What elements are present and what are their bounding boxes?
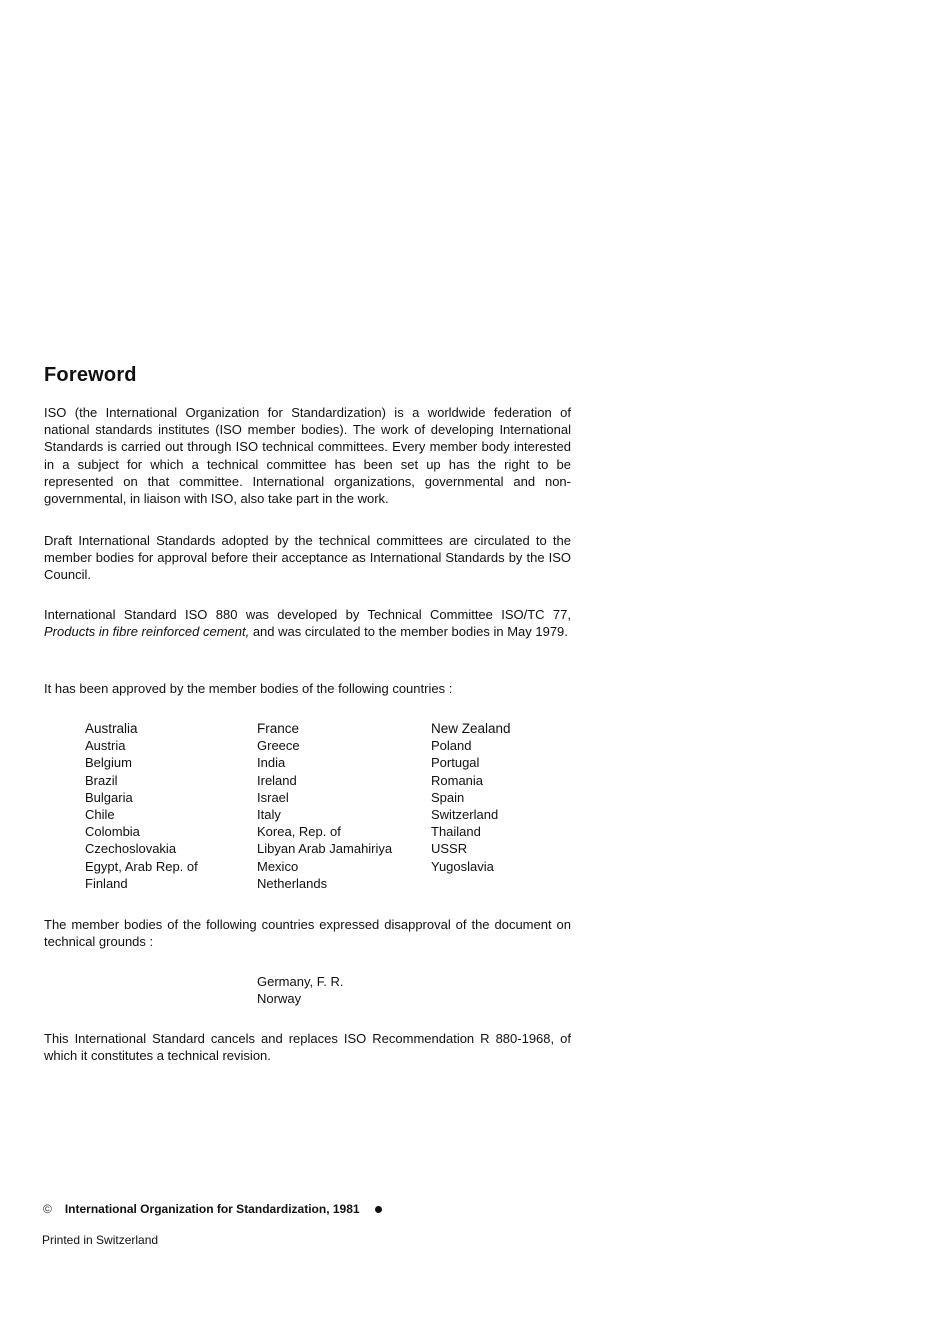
country-name: USSR	[431, 841, 468, 857]
replacement-statement: This International Standard cancels and replaces ISO Recommendation R 880-1968, of which it constitutes a technical revision.	[44, 1031, 571, 1064]
country-name: Italy	[257, 807, 281, 823]
countries-column-2	[257, 720, 431, 892]
country-name: Korea, Rep. of	[257, 824, 341, 840]
country-name: Chile	[85, 807, 115, 823]
country-name: Belgium	[85, 755, 132, 771]
copyright-text: International Organization for Standardization, 1981	[64, 1202, 360, 1216]
country-name: Germany, F. R.	[257, 974, 344, 989]
country-name: Thailand	[431, 824, 481, 840]
country-name: Greece	[257, 738, 300, 754]
copyright-icon: ©	[43, 1202, 52, 1216]
countries-column-3	[431, 720, 571, 892]
country-name: Australia	[85, 721, 138, 736]
country-name: Bulgaria	[85, 789, 133, 805]
disapproval-statement: The member bodies of the following countries expressed disapproval of the document on technical grounds :	[44, 917, 571, 950]
approving-countries-list	[85, 720, 571, 892]
country-name: Romania	[431, 772, 484, 788]
copyright-line	[43, 1202, 382, 1216]
committee-title: Products in fibre reinforced cement,	[44, 624, 250, 640]
country-name: Libyan Arab Jamahiriya	[257, 841, 393, 857]
foreword-paragraph-draft-standards: Draft International Standards adopted by the technical committees are circulated to the member bodies for approval before their acceptance as International Standards by the ISO Council.	[44, 533, 571, 583]
country-name: Finland	[85, 875, 128, 891]
printed-location: Printed in Switzerland	[42, 1233, 159, 1247]
country-name: India	[257, 755, 286, 771]
foreword-paragraph-iso880	[44, 606, 571, 640]
country-name: Norway	[257, 991, 302, 1007]
country-name: Spain	[431, 789, 465, 805]
country-name: Yugoslavia	[431, 858, 494, 874]
country-name: Israel	[257, 789, 289, 805]
disapproving-countries-list	[257, 973, 343, 1007]
country-name: France	[257, 721, 300, 736]
countries-column-1	[85, 720, 257, 892]
country-name: Switzerland	[431, 807, 499, 823]
circulation-text: and was circulated to the member bodies in May 1979.	[249, 624, 568, 640]
bullet-icon	[375, 1206, 382, 1213]
country-name: Brazil	[85, 772, 118, 788]
country-name: New Zealand	[431, 721, 511, 736]
country-name: Ireland	[257, 772, 297, 788]
country-name: Austria	[85, 738, 126, 754]
country-name: Colombia	[85, 824, 140, 840]
approval-statement: It has been approved by the member bodies of the following countries :	[44, 681, 453, 696]
country-name: Portugal	[431, 755, 480, 771]
page-title: Foreword	[44, 364, 137, 386]
iso880-intro-text: International Standard ISO 880 was developed by Technical Committee ISO/TC 77,	[44, 607, 571, 622]
country-name: Netherlands	[257, 875, 328, 891]
foreword-paragraph-iso-intro: ISO (the International Organization for Standardization) is a worldwide federation of national standards institutes (ISO member bodies). The work of developing International Standards is carried out through ISO technical committees. Every member body interested in a subject for which a technical committee has been set up has the right to be represented on that committee. International organizations, governmental and non-governmental, in liaison with ISO, also take part in the work.	[44, 405, 571, 507]
country-name: Egypt, Arab Rep. of	[85, 858, 198, 874]
country-name: Czechoslovakia	[85, 841, 177, 857]
country-name: Poland	[431, 738, 472, 754]
country-name: Mexico	[257, 858, 299, 874]
